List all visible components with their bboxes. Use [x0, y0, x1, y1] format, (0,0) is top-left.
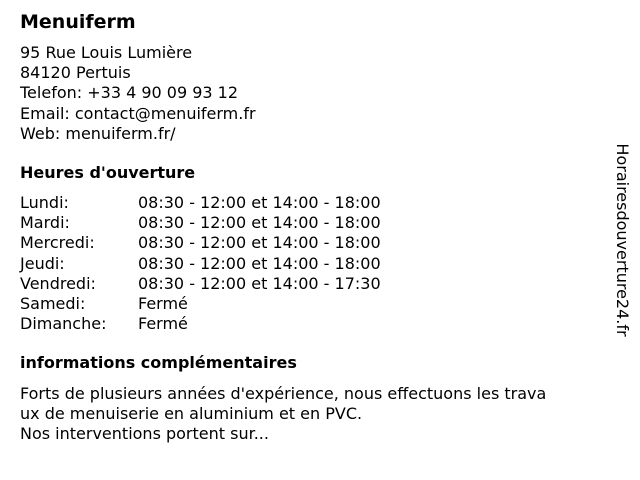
contact-block	[20, 43, 256, 144]
site-watermark: Horairesdouverture24.fr	[613, 143, 632, 337]
phone-line: Telefon: +33 4 90 09 93 12	[20, 83, 239, 103]
description-line: ux de menuiserie en aluminium et en PVC.	[20, 404, 363, 423]
hours-day: Lundi:	[20, 193, 69, 212]
hours-time: 08:30 - 12:00 et 14:00 - 17:30	[138, 273, 381, 293]
hours-time: 08:30 - 12:00 et 14:00 - 18:00	[138, 193, 381, 212]
hours-day: Dimanche:	[20, 314, 107, 334]
hours-day: Jeudi:	[20, 253, 65, 273]
address-city: 84120 Pertuis	[20, 63, 131, 83]
hours-day: Samedi:	[20, 293, 86, 313]
description-line: Forts de plusieurs années d'expérience, nous effectuons les trava	[20, 384, 547, 403]
description-line: Nos interventions portent sur...	[20, 424, 269, 443]
additional-info-heading: informations complémentaires	[20, 353, 297, 372]
hours-day: Mardi:	[20, 213, 70, 233]
hours-day: Mercredi:	[20, 233, 95, 253]
hours-time: Fermé	[138, 293, 188, 313]
business-name: Menuiferm	[20, 11, 136, 33]
hours-time: Fermé	[138, 314, 188, 334]
hours-time: 08:30 - 12:00 et 14:00 - 18:00	[138, 253, 381, 273]
email-line: Email: contact@menuiferm.fr	[20, 103, 256, 123]
address-street: 95 Rue Louis Lumière	[20, 43, 193, 62]
hours-time: 08:30 - 12:00 et 14:00 - 18:00	[138, 213, 381, 233]
hours-time: 08:30 - 12:00 et 14:00 - 18:00	[138, 233, 381, 253]
opening-hours-heading: Heures d'ouverture	[20, 163, 196, 182]
hours-day: Vendredi:	[20, 273, 96, 293]
web-line: Web: menuiferm.fr/	[20, 123, 176, 143]
additional-info-text	[20, 384, 546, 444]
